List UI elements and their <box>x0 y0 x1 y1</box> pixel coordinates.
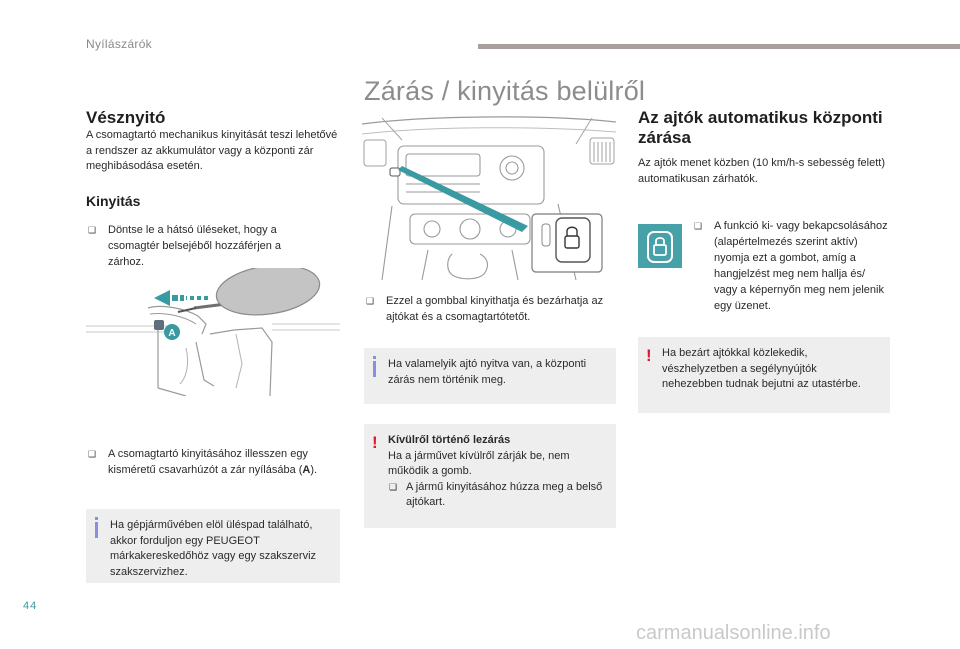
checkbox-icon: ❑ <box>694 221 703 231</box>
auto-lock-intro: Az ajtók menet közben (10 km/h-s sebesség felett) automatikusan zárhatók. <box>638 157 886 185</box>
lock-button-icon <box>638 224 682 268</box>
emergency-release-intro: A csomagtartó mechanikus kinyitását teszi lehetővé a rendszer az akkumulátor vagy a központi zár meghibásodása esetén. <box>86 129 338 172</box>
figure-label-a: A <box>168 328 176 339</box>
page-number: 44 <box>23 600 38 612</box>
external-lock-warning-box <box>364 424 616 528</box>
front-bench-info-text: Ha gépjárművében elöl üléspad található, akkor forduljon egy PEUGEOT márkakereskedőhöz vagy egy szakszerviz szakszervizhez. <box>110 519 317 578</box>
fold-seats-instruction <box>86 222 314 270</box>
warning-icon: ! <box>646 346 652 365</box>
watermark: carmanualsonline.info <box>636 622 831 644</box>
external-lock-warning-title: Kívülről történő lezárás <box>388 434 511 446</box>
lock-button-instruction <box>364 293 614 325</box>
external-lock-warning-step <box>388 480 606 511</box>
screwdriver-text-post: ). <box>310 464 318 476</box>
section-label: Nyílászárók <box>86 37 152 51</box>
checkbox-icon: ❑ <box>88 225 97 235</box>
fold-seats-text: Döntse le a hátsó üléseket, hogy a csomagtér belsejéből hozzáférjen a zárhoz. <box>108 224 282 268</box>
external-lock-warning-text: Ha a járművet kívülről zárják be, nem működik a gomb. <box>388 449 570 477</box>
screwdriver-text-pre: A csomagtartó kinyitásához illesszen egy kisméretű csavarhúzót a zár nyílásába ( <box>108 448 308 476</box>
lock-button-text: Ezzel a gombbal kinyithatja és bezárhatja az ajtókat és a csomagtartótetőt. <box>386 295 604 323</box>
checkbox-icon: ❑ <box>88 449 97 459</box>
dashboard-lock-button-illustration <box>362 110 616 280</box>
front-bench-info-box <box>86 509 340 583</box>
info-icon <box>373 356 376 377</box>
door-open-info-text: Ha valamelyik ajtó nyitva van, a központi zárás nem történik meg. <box>388 358 587 386</box>
locked-doors-warning-text: Ha bezárt ajtókkal közlekedik, vészhelyzetben a segélynyújtók nehezebben tudnak bejutni az utastérbe. <box>662 347 861 390</box>
info-icon <box>95 517 98 538</box>
checkbox-icon: ❑ <box>389 481 398 492</box>
external-lock-warning-step-text: A jármű kinyitásához húzza meg a belső ajtókart. <box>406 480 603 508</box>
auto-lock-instruction <box>692 218 888 314</box>
unlocking-heading: Kinyitás <box>86 193 141 209</box>
door-open-info-box <box>364 348 616 404</box>
screwdriver-instruction <box>86 446 336 478</box>
auto-lock-heading: Az ajtók automatikus központi zárása <box>638 108 883 147</box>
auto-lock-instruction-text: A funkció ki- vagy bekapcsolásához (alapértelmezés szerint aktív) nyomja ezt a gombot, amíg a hangjelzést meg nem hallja és/ vagy a képernyőn meg nem jelenik egy üzenet. <box>714 220 888 312</box>
emergency-release-heading: Vésznyitó <box>86 108 166 127</box>
header-rule <box>478 44 960 49</box>
trunk-release-illustration <box>86 268 340 396</box>
checkbox-icon: ❑ <box>366 296 375 306</box>
page-title: Zárás / kinyitás belülről <box>364 76 646 106</box>
locked-doors-warning-box <box>638 337 890 413</box>
warning-icon: ! <box>372 433 378 452</box>
screwdriver-text-label: A <box>302 464 311 476</box>
